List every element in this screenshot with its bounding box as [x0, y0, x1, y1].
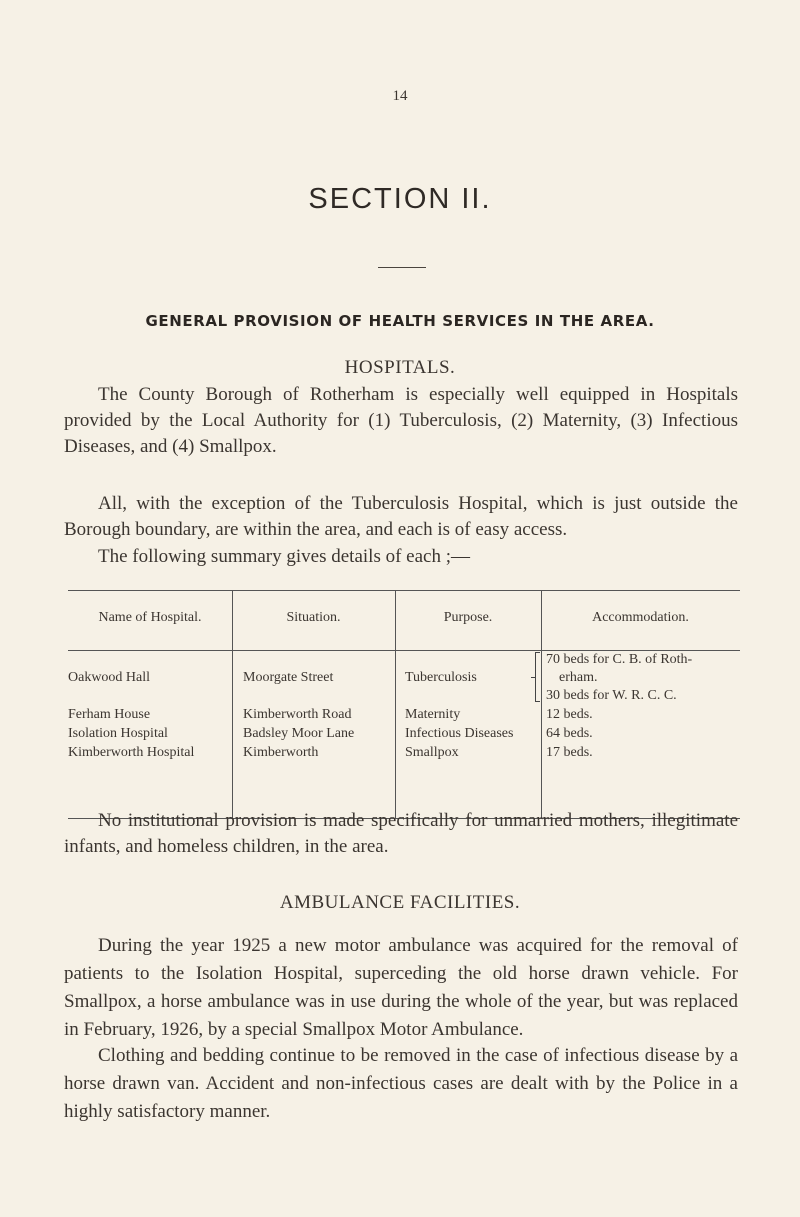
- table-cell-situation: Badsley Moor Lane: [243, 726, 355, 741]
- paragraph-institutional-provision: No institutional provision is made specifically for unmarried mothers, illegitimate infants, and homeless children, in the area.: [64, 810, 738, 857]
- paragraph-hospitals-intro: The County Borough of Rotherham is especially well equipped in Hospitals provided by the Local Authority for (1) Tuberculosis, (2) Maternity, (3) Infectious Diseases, and (4) Smallpox.: [64, 384, 738, 457]
- table-cell-name: Kimberworth Hospital: [68, 745, 195, 760]
- paragraph-access: All, with the exception of the Tuberculosis Hospital, which is just outside the Borough boundary, are within the area, and each is of easy access.: [64, 493, 738, 540]
- column-header-situation: Situation.: [286, 610, 341, 625]
- table-cell-accommodation: 30 beds for W. R. C. C.: [546, 688, 677, 703]
- column-header-purpose: Purpose.: [443, 610, 493, 625]
- paragraph-clothing-bedding: Clothing and bedding continue to be removed in the case of infectious disease by a horse drawn van. Accident and non-infectious cases are dealt with by the Police in a highly satisfactory manner.: [64, 1045, 738, 1122]
- column-header-name: Name of Hospital.: [98, 610, 202, 625]
- table-cell-situation: Moorgate Street: [243, 670, 334, 685]
- table-cell-name: Isolation Hospital: [68, 726, 168, 741]
- paragraph-summary-lead: The following summary gives details of each ;—: [98, 546, 470, 567]
- table-cell-name: Oakwood Hall: [68, 670, 151, 685]
- hospitals-heading: HOSPITALS.: [344, 357, 456, 378]
- table-cell-accommodation: erham.: [559, 670, 598, 685]
- table-cell-accommodation: 17 beds.: [546, 745, 593, 760]
- table-cell-accommodation: 64 beds.: [546, 726, 593, 741]
- title-divider: [378, 267, 426, 268]
- table-cell-accommodation: 70 beds for C. B. of Roth-: [546, 652, 693, 667]
- page-number: 14: [392, 88, 408, 104]
- table-cell-purpose: Smallpox: [405, 745, 459, 760]
- table-header-rule: [68, 650, 740, 651]
- table-cell-purpose: Tuberculosis: [405, 670, 477, 685]
- table-cell-name: Ferham House: [68, 707, 151, 722]
- table-cell-accommodation: 12 beds.: [546, 707, 593, 722]
- table-cell-situation: Kimberworth: [243, 745, 319, 760]
- table-cell-purpose: Maternity: [405, 707, 461, 722]
- general-heading: GENERAL PROVISION OF HEALTH SERVICES IN THE AREA.: [145, 312, 655, 330]
- table-top-rule: [68, 590, 740, 591]
- section-title: SECTION II.: [308, 183, 492, 215]
- column-header-accommodation: Accommodation.: [592, 610, 689, 625]
- accommodation-brace: [535, 652, 542, 702]
- paragraph-motor-ambulance: During the year 1925 a new motor ambulance was acquired for the removal of patients to the Isolation Hospital, superceding the old horse drawn vehicle. For Smallpox, a horse ambulance was in use during the whole of the year, but was replaced in February, 1926, by a special Smallpox Motor Ambulance.: [64, 935, 738, 1040]
- table-cell-purpose: Infectious Diseases: [405, 726, 514, 741]
- hospitals-table: [68, 590, 740, 820]
- table-cell-situation: Kimberworth Road: [243, 707, 352, 722]
- ambulance-heading: AMBULANCE FACILITIES.: [279, 892, 521, 913]
